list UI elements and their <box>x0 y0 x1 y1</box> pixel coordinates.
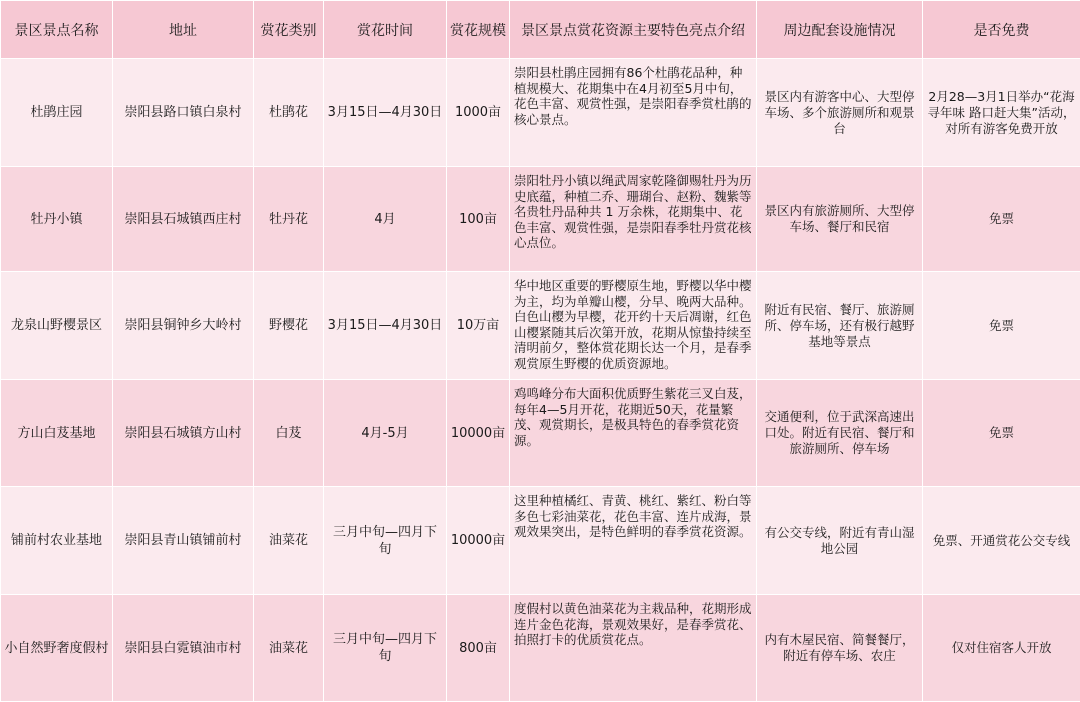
cell-scale: 800亩 <box>447 595 510 702</box>
cell-address: 崇阳县铜钟乡大岭村 <box>113 272 254 380</box>
cell-description: 这里种植橘红、青黄、桃红、紫红、粉白等多色七彩油菜花，花色丰富、连片成海，景观效果突出，是特色鲜明的春季赏花资源。 <box>510 487 757 595</box>
cell-category: 油菜花 <box>254 487 324 595</box>
cell-name: 方山白芨基地 <box>1 380 113 487</box>
cell-category: 白芨 <box>254 380 324 487</box>
cell-facilities: 内有木屋民宿、简餐餐厅，附近有停车场、农庄 <box>757 595 923 702</box>
cell-time: 3月15日—4月30日 <box>324 59 447 167</box>
header-scale: 赏花规模 <box>447 1 510 59</box>
cell-name: 小自然野奢度假村 <box>1 595 113 702</box>
cell-scale: 10万亩 <box>447 272 510 380</box>
cell-description: 崇阳县杜鹃庄园拥有86个杜鹃花品种，种植规模大、花期集中在4月初至5月中旬，花色丰富、观赏性强，是崇阳春季赏杜鹃的核心景点。 <box>510 59 757 167</box>
cell-time: 3月15日—4月30日 <box>324 272 447 380</box>
header-name: 景区景点名称 <box>1 1 113 59</box>
header-facilities: 周边配套设施情况 <box>757 1 923 59</box>
cell-facilities: 景区内有旅游厕所、大型停车场、餐厅和民宿 <box>757 167 923 272</box>
table-row <box>1 167 1080 272</box>
header-category: 赏花类别 <box>254 1 324 59</box>
cell-category: 杜鹃花 <box>254 59 324 167</box>
cell-time: 三月中旬—四月下旬 <box>324 487 447 595</box>
cell-time: 4月 <box>324 167 447 272</box>
table-header-row <box>1 1 1080 59</box>
cell-scale: 1000亩 <box>447 59 510 167</box>
header-time: 赏花时间 <box>324 1 447 59</box>
cell-time: 三月中旬—四月下旬 <box>324 595 447 702</box>
cell-free: 免票、开通赏花公交专线 <box>923 487 1080 595</box>
cell-facilities: 交通便利，位于武深高速出口处。附近有民宿、餐厅和旅游厕所、停车场 <box>757 380 923 487</box>
header-address: 地址 <box>113 1 254 59</box>
cell-address: 崇阳县青山镇铺前村 <box>113 487 254 595</box>
cell-scale: 100亩 <box>447 167 510 272</box>
cell-name: 杜鹃庄园 <box>1 59 113 167</box>
cell-address: 崇阳县白霓镇油市村 <box>113 595 254 702</box>
table-row <box>1 380 1080 487</box>
cell-description: 华中地区重要的野樱原生地，野樱以华中樱为主，均为单瓣山樱，分早、晚两大品种。白色山樱为早樱，花开约十天后凋谢，红色山樱紧随其后次第开放，花期从惊蛰持续至清明前夕，整体赏花期长达一个月，是春季观赏原生野樱的优质资源地。 <box>510 272 757 380</box>
cell-free: 仅对住宿客人开放 <box>923 595 1080 702</box>
header-description: 景区景点赏花资源主要特色亮点介绍 <box>510 1 757 59</box>
cell-description: 度假村以黄色油菜花为主栽品种，花期形成连片金色花海，景观效果好，是春季赏花、拍照打卡的优质赏花点。 <box>510 595 757 702</box>
cell-facilities: 有公交专线，附近有青山湿地公园 <box>757 487 923 595</box>
table-row <box>1 59 1080 167</box>
table-row <box>1 487 1080 595</box>
cell-address: 崇阳县石城镇方山村 <box>113 380 254 487</box>
cell-scale: 10000亩 <box>447 487 510 595</box>
cell-free: 免票 <box>923 272 1080 380</box>
table-row <box>1 595 1080 702</box>
cell-description: 崇阳牡丹小镇以绳武周家乾隆御赐牡丹为历史底蕴，种植二乔、珊瑚台、赵粉、魏紫等名贵牡丹品种共 1 万余株，花期集中、花色丰富、观赏性强，是崇阳春季牡丹赏花核心点位。 <box>510 167 757 272</box>
cell-free: 2月28—3月1日举办“花海寻年味 路口赶大集”活动，对所有游客免费开放 <box>923 59 1080 167</box>
cell-description: 鸡鸣峰分布大面积优质野生紫花三叉白芨，每年4—5月开花，花期近50天，花量繁茂、观赏期长，是极具特色的春季赏花资源。 <box>510 380 757 487</box>
cell-facilities: 景区内有游客中心、大型停车场、多个旅游厕所和观景台 <box>757 59 923 167</box>
cell-facilities: 附近有民宿、餐厅、旅游厕所、停车场，还有极行越野基地等景点 <box>757 272 923 380</box>
cell-category: 牡丹花 <box>254 167 324 272</box>
cell-category: 油菜花 <box>254 595 324 702</box>
cell-name: 铺前村农业基地 <box>1 487 113 595</box>
header-free: 是否免费 <box>923 1 1080 59</box>
cell-free: 免票 <box>923 167 1080 272</box>
cell-scale: 10000亩 <box>447 380 510 487</box>
cell-free: 免票 <box>923 380 1080 487</box>
cell-category: 野樱花 <box>254 272 324 380</box>
cell-time: 4月-5月 <box>324 380 447 487</box>
cell-address: 崇阳县石城镇西庄村 <box>113 167 254 272</box>
table-row <box>1 272 1080 380</box>
cell-name: 牡丹小镇 <box>1 167 113 272</box>
cell-address: 崇阳县路口镇白泉村 <box>113 59 254 167</box>
cell-name: 龙泉山野樱景区 <box>1 272 113 380</box>
